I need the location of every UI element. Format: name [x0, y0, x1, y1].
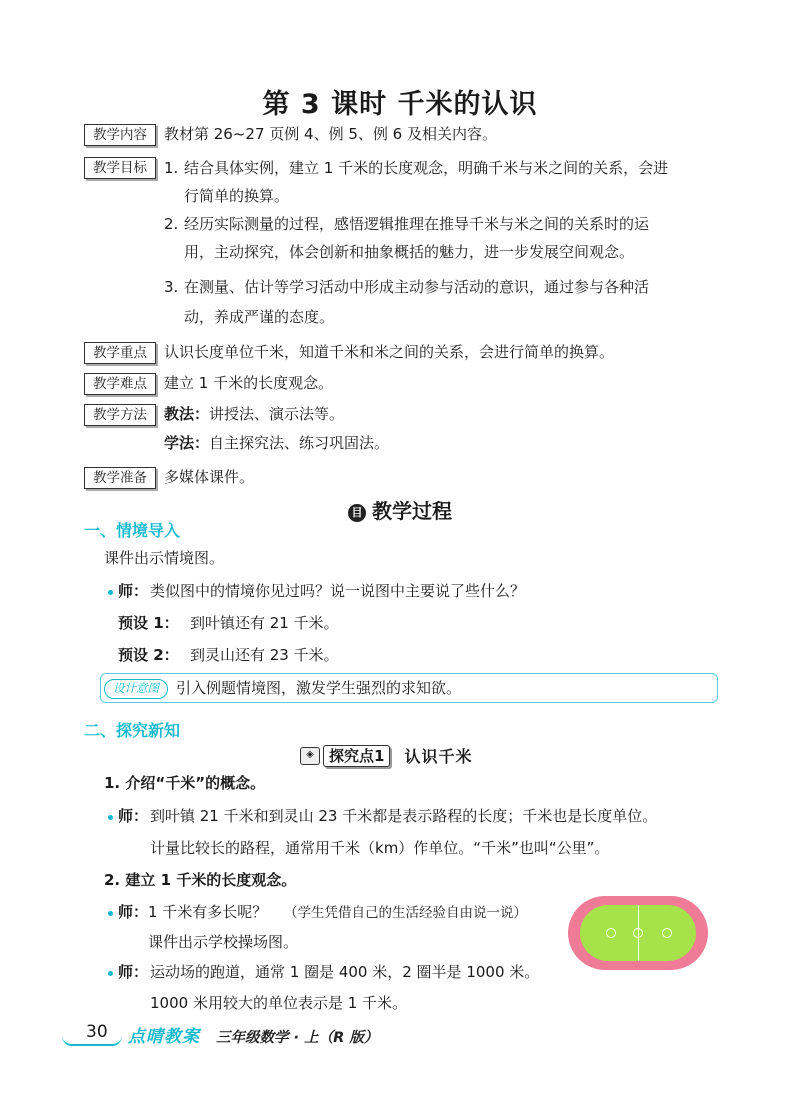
teaching-process-label: 教学过程: [372, 499, 452, 523]
teacher-text-3-line-2: 1000 米用较大的单位表示是 1 千米。: [150, 994, 408, 1012]
section-1-heading: 一、情境导入: [84, 521, 181, 540]
goal-2-number: 2.: [164, 215, 179, 233]
teacher-question: 类似图中的情境你见过吗？说一说图中主要说了些什么？: [150, 582, 526, 600]
explore-point-header: [300, 744, 472, 768]
publisher-logo: 点晴教案: [128, 1027, 200, 1047]
teacher-text-2-line-2: 课件出示学校操场图。: [148, 933, 299, 951]
learning-method-label: 学法：: [164, 434, 210, 452]
design-intent-text: 引入例题情境图，激发学生强烈的求知欲。: [176, 679, 462, 697]
difficult-points-text: 建立 1 千米的长度观念。: [164, 374, 334, 392]
goal-2-line-1: 经历实际测量的过程，感悟逻辑推理在推导千米与米之间的关系时的运: [184, 215, 650, 233]
preset-2-text: 到灵山还有 23 千米。: [190, 646, 339, 664]
track-goal-left: [606, 928, 616, 938]
teaching-method-label: 教法：: [164, 405, 210, 423]
teacher-label: 师：: [118, 963, 149, 981]
bullet-icon: [108, 971, 113, 976]
tag-teaching-method: 教学方法: [84, 404, 156, 426]
design-intent-tag: 设计意图: [104, 679, 168, 699]
bullet-icon: [108, 590, 113, 595]
bullet-icon: [108, 815, 113, 820]
learning-method-text: 自主探究法、练习巩固法。: [209, 434, 390, 452]
cube-icon: ◈: [300, 747, 320, 765]
goal-1-line-2: 行简单的换算。: [184, 187, 290, 205]
tag-key-points: 教学重点: [84, 342, 156, 364]
teacher-label: 师：: [118, 903, 149, 921]
tag-teaching-goals: 教学目标: [84, 157, 156, 179]
tag-teaching-content: 教学内容: [84, 124, 156, 146]
goal-3-line-1: 在测量、估计等学习活动中形成主动参与活动的意识，通过参与各种活: [184, 278, 650, 296]
teaching-content-text: 教材第 26~27 页例 4、例 5、例 6 及相关内容。: [164, 125, 497, 143]
track-center-circle: [633, 928, 643, 938]
section-1-intro: 课件出示情境图。: [104, 549, 225, 567]
teacher-text-3-line-1: 运动场的跑道，通常 1 圈是 400 米，2 圈半是 1000 米。: [150, 963, 540, 981]
explore-point-tag: 探究点1: [323, 745, 390, 767]
teacher-text-2-question: 1 千米有多长呢？: [148, 903, 268, 921]
tag-teaching-prep: 教学准备: [84, 467, 156, 489]
teacher-text-2-note: （学生凭借自己的生活经验自由说一说）: [284, 905, 527, 921]
goal-2-line-2: 用，主动探究，体会创新和抽象概括的魅力，进一步发展空间观念。: [184, 243, 635, 261]
track-field: [580, 905, 696, 961]
teacher-text-1-line-1: 到叶镇 21 千米和到灵山 23 千米都是表示路程的长度；千米也是长度单位。: [150, 807, 658, 825]
preset-1-text: 到叶镇还有 21 千米。: [190, 614, 339, 632]
book-title: 三年级数学 · 上（R 版）: [216, 1030, 379, 1046]
key-points-text: 认识长度单位千米，知道千米和米之间的关系，会进行简单的换算。: [164, 343, 615, 361]
goal-3-line-2: 动，养成严谨的态度。: [184, 308, 335, 326]
goal-3-number: 3.: [164, 278, 179, 296]
item-1-title: 1. 介绍“千米”的概念。: [104, 774, 266, 792]
preset-1-label: 预设 1：: [118, 614, 179, 632]
teacher-label: 师：: [118, 582, 149, 600]
page-number: 30: [86, 1022, 108, 1042]
preset-2-label: 预设 2：: [118, 646, 179, 664]
tag-difficult-points: 教学难点: [84, 373, 156, 395]
teacher-text-1-line-2: 计量比较长的路程，通常用千米（km）作单位。“千米”也叫“公里”。: [150, 839, 610, 857]
process-icon: 目: [348, 504, 366, 522]
track-goal-right: [662, 928, 672, 938]
page-title: 第 3 课时 千米的认识: [262, 89, 538, 120]
teaching-method-text: 讲授法、演示法等。: [209, 405, 345, 423]
school-track-image: [568, 896, 708, 970]
goal-1-number: 1.: [164, 159, 179, 177]
goal-1-line-1: 结合具体实例，建立 1 千米的长度观念，明确千米与米之间的关系，会进: [184, 159, 669, 177]
item-2-title: 2. 建立 1 千米的长度观念。: [104, 871, 297, 889]
explore-point-name: 认识千米: [404, 747, 473, 766]
section-2-heading: 二、探究新知: [84, 721, 181, 740]
bullet-icon: [108, 911, 113, 916]
teaching-prep-text: 多媒体课件。: [164, 468, 255, 486]
teacher-label: 师：: [118, 807, 149, 825]
